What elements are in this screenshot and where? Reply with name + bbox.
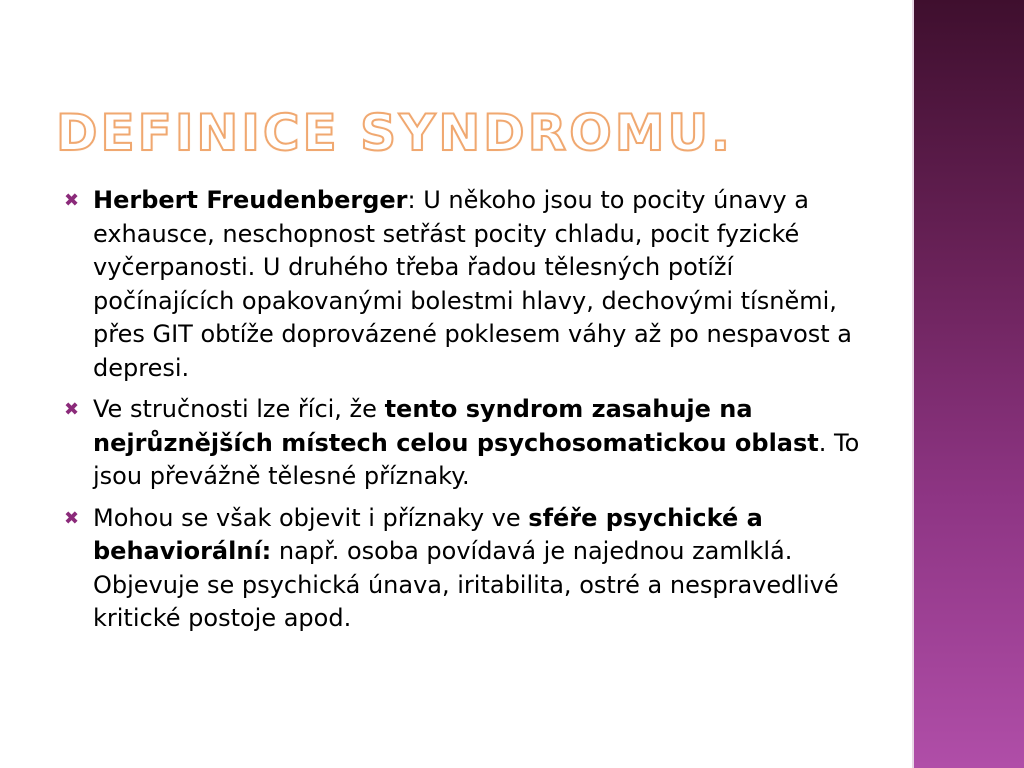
slide-title: DEFINICE SYNDROMU. (56, 104, 734, 162)
list-item (62, 393, 862, 494)
body-text: : U někoho jsou to pocity únavy a exhausce, neschopnost setřást pocity chladu, pocit fyzické vyčerpanosti. U druhého třeba řadou tělesných potíží počínajících opakovanými bolestmi hlavy, dechovými tísněmi, přes GIT obtíže doprovázené poklesem váhy až po nespavost a depresi. (93, 186, 852, 382)
body-text: Ve stručnosti lze říci, že (93, 395, 385, 423)
list-item (62, 184, 862, 385)
x-bullet-icon: ✖ (64, 190, 80, 211)
list-item (62, 502, 862, 636)
body-text: . To jsou převážně tělesné příznaky. (93, 428, 860, 490)
decorative-side-band (912, 0, 1024, 768)
bold-text: sféře psychické a behaviorální: (93, 503, 763, 565)
bold-text: tento syndrom zasahuje na nejrůznějších místech celou psychosomatickou oblast (93, 395, 819, 457)
bullet-list (62, 184, 862, 644)
bold-lead-text: Herbert Freudenberger (93, 186, 408, 214)
body-text: Mohou se však objevit i příznaky ve (93, 503, 529, 532)
body-text: např. osoba povídavá je najednou zamlklá. Objevuje se psychická únava, iritabilita, ostré a nespravedlivé kritické postoje apod. (93, 537, 839, 632)
x-bullet-icon: ✖ (64, 399, 80, 420)
x-bullet-icon: ✖ (64, 507, 80, 529)
